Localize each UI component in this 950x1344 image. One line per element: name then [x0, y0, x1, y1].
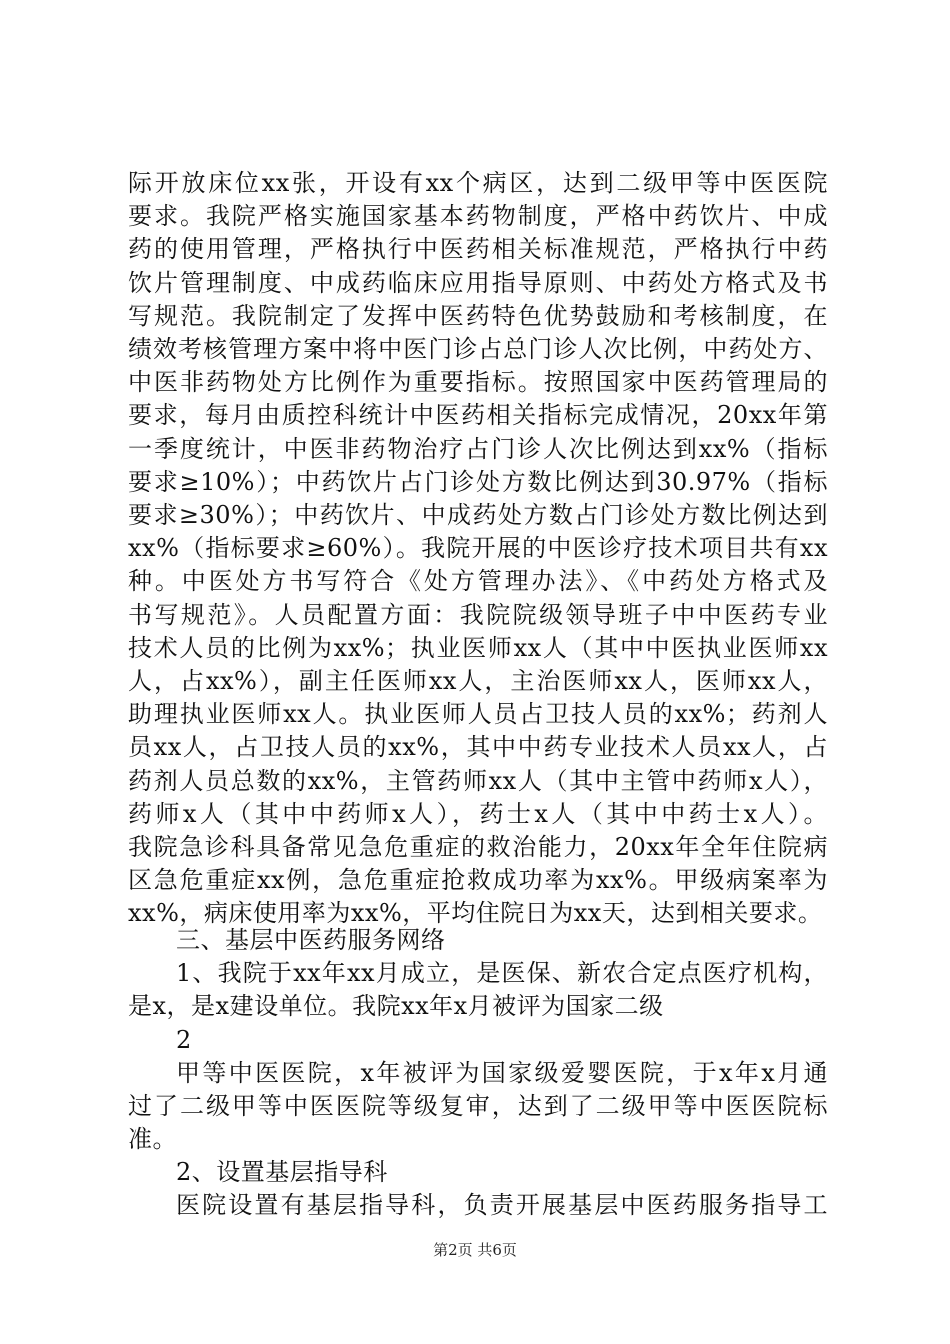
paragraph-line: 技术人员的比例为xx%；执业医师xx人（其中中医执业医师xx — [128, 634, 828, 662]
paragraph-line: 药的使用管理，严格执行中医药相关标准规范，严格执行中药 — [128, 235, 828, 263]
paragraph-line: 要求≥30%）；中药饮片、中成药处方数占门诊处方数比例达到 — [128, 501, 828, 529]
paragraph-line: 药剂人员总数的xx%，主管药师xx人（其中主管中药师x人）， — [128, 767, 828, 795]
paragraph-line: 助理执业医师xx人。执业医师人员占卫技人员的xx%；药剂人 — [128, 700, 828, 728]
paragraph-line: xx%（指标要求≥60%）。我院开展的中医诊疗技术项目共有xx — [128, 534, 828, 562]
paragraph-line: 要求，每月由质控科统计中医药相关指标完成情况，20xx年第 — [128, 401, 828, 429]
paragraph-line: 中医非药物处方比例作为重要指标。按照国家中医药管理局的 — [128, 368, 828, 396]
paragraph-line: 甲等中医医院，x年被评为国家级爱婴医院，于x年x月通 — [176, 1059, 828, 1087]
paragraph-line: 写规范。我院制定了发挥中医药特色优势鼓励和考核制度，在 — [128, 302, 828, 330]
paragraph-line: 区急危重症xx例，急危重症抢救成功率为xx%。甲级病案率为 — [128, 866, 828, 894]
paragraph-line: xx%，病床使用率为xx%，平均住院日为xx天，达到相关要求。 — [128, 899, 823, 927]
paragraph-line: 人，占xx%），副主任医师xx人，主治医师xx人，医师xx人， — [128, 667, 828, 695]
paragraph-line: 一季度统计，中医非药物治疗占门诊人次比例达到xx%（指标 — [128, 435, 828, 463]
paragraph-line: 际开放床位xx张，开设有xx个病区，达到二级甲等中医医院 — [128, 169, 828, 197]
paragraph-line: 药师x人（其中中药师x人），药士x人（其中中药士x人）。 — [128, 800, 828, 828]
paragraph-line: 我院急诊科具备常见急危重症的救治能力，20xx年全年住院病 — [128, 833, 828, 861]
page-number-fragment: 2 — [176, 1026, 192, 1054]
paragraph-line: 要求≥10%）；中药饮片占门诊处方数比例达到30.97%（指标 — [128, 468, 828, 496]
paragraph-line: 准。 — [128, 1125, 177, 1153]
paragraph-line: 要求。我院严格实施国家基本药物制度，严格中药饮片、中成 — [128, 202, 828, 230]
subsection-heading: 2、设置基层指导科 — [176, 1158, 388, 1186]
paragraph-line: 种。中医处方书写符合《处方管理办法》、《中药处方格式及 — [128, 567, 828, 595]
page-footer: 第2页 共6页 — [433, 1241, 517, 1259]
section-heading: 三、基层中医药服务网络 — [176, 926, 446, 954]
paragraph-line: 是x，是x建设单位。我院xx年x月被评为国家二级 — [128, 992, 664, 1020]
paragraph-line: 书写规范》。人员配置方面：我院院级领导班子中中医药专业 — [128, 601, 828, 629]
paragraph-line: 员xx人，占卫技人员的xx%，其中中药专业技术人员xx人，占 — [128, 733, 828, 761]
paragraph-line: 医院设置有基层指导科，负责开展基层中医药服务指导工 — [176, 1191, 828, 1219]
paragraph-line: 饮片管理制度、中成药临床应用指导原则、中药处方格式及书 — [128, 269, 828, 297]
paragraph-line: 过了二级甲等中医医院等级复审，达到了二级甲等中医医院标 — [128, 1092, 828, 1120]
paragraph-line: 绩效考核管理方案中将中医门诊占总门诊人次比例，中药处方、 — [128, 335, 828, 363]
paragraph-line: 1、我院于xx年xx月成立，是医保、新农合定点医疗机构， — [176, 959, 828, 987]
